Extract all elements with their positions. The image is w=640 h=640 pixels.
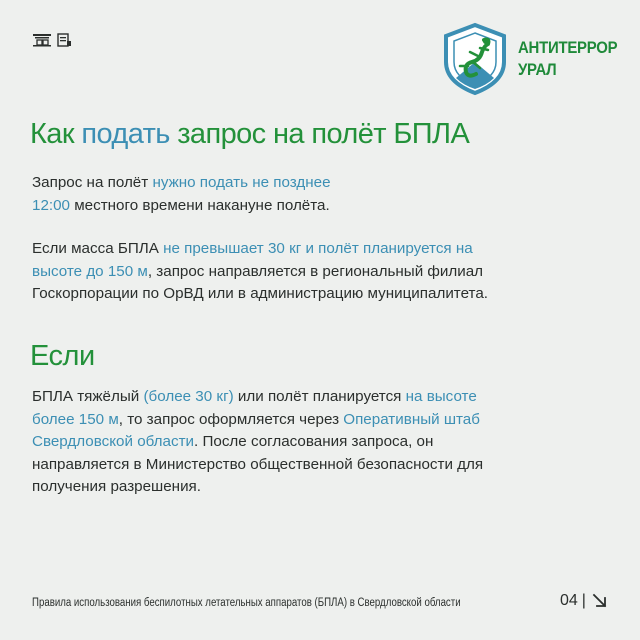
text: Если масса БПЛА — [32, 240, 164, 257]
document-icon — [56, 32, 72, 48]
paragraph-light-uav — [32, 238, 622, 306]
text: , то запрос оформляется через — [118, 410, 344, 428]
text: получения разрешения. — [32, 478, 201, 495]
highlight: (более 30 кг) — [143, 388, 234, 405]
title-part-3: запрос на полёт БПЛА — [169, 118, 470, 150]
paragraph-deadline — [32, 172, 622, 217]
text: направляется в Министерство общественной безопасности для — [32, 455, 484, 473]
text: Госкорпорации по ОрВД или в администрацию муниципалитета. — [32, 285, 488, 302]
page-indicator — [560, 592, 608, 610]
text: местного времени накануне полёта. — [70, 196, 330, 214]
highlight: Оперативный штаб — [343, 410, 480, 428]
brand-logo — [442, 22, 631, 96]
title-part-2: подать — [81, 118, 170, 150]
text: или полёт планируется — [233, 388, 406, 405]
lizard-shield-icon — [442, 22, 508, 96]
flag-icon — [32, 32, 54, 48]
highlight: 12:00 — [32, 196, 71, 214]
text: , запрос направляется в региональный филиал — [147, 262, 484, 280]
brand-name — [518, 37, 617, 81]
arrow-down-right-icon[interactable] — [592, 593, 608, 609]
top-icons — [32, 32, 72, 48]
footer-caption: Правила использования беспилотных летательных аппаратов (БПЛА) в Свердловской области — [32, 597, 461, 609]
paragraph-heavy-uav — [32, 386, 622, 499]
brand-line-2: УРАЛ — [518, 60, 557, 79]
brand-line-1: АНТИТЕРРОР — [518, 38, 618, 57]
highlight: высоте до 150 м — [32, 262, 148, 280]
page-number: 04 — [560, 592, 578, 609]
page-title — [30, 118, 469, 151]
section-title: Если — [30, 340, 95, 372]
text: . После согласования запроса, он — [194, 433, 434, 450]
text: Запрос на полёт — [32, 174, 153, 191]
highlight: более 150 м — [32, 410, 119, 428]
highlight: не превышает 30 кг и полёт планируется на — [163, 240, 473, 257]
page-separator: | — [581, 592, 586, 609]
highlight: на высоте — [405, 388, 477, 405]
highlight: Свердловской области — [32, 433, 195, 450]
highlight: нужно подать не позднее — [152, 174, 331, 191]
title-part-1: Как — [30, 118, 82, 150]
text: БПЛА тяжёлый — [32, 388, 144, 405]
